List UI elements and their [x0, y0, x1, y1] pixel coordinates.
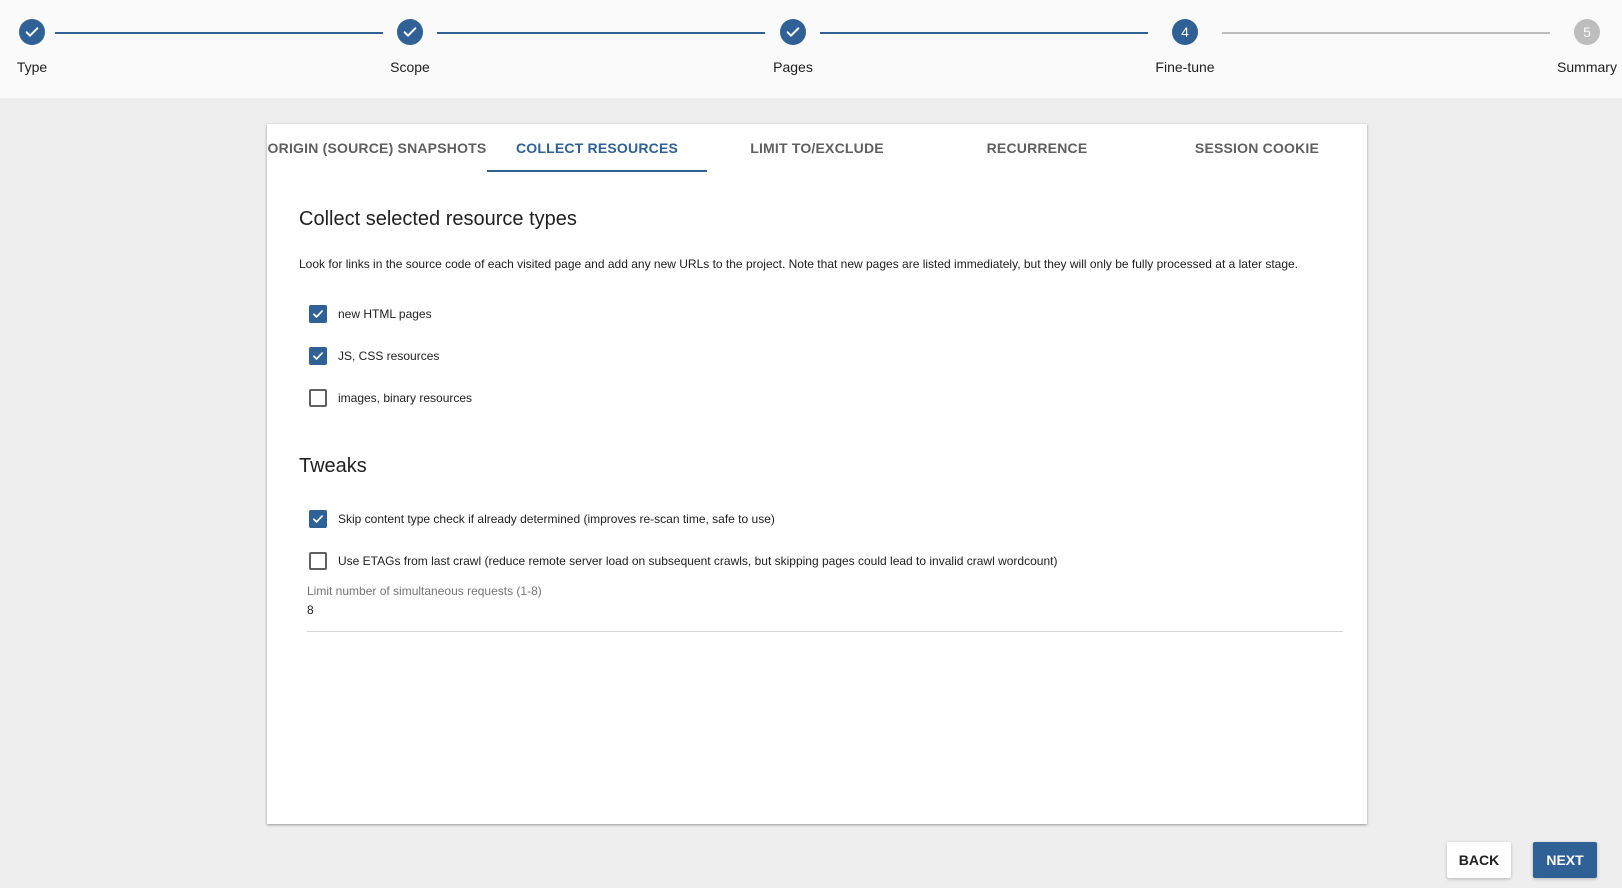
tab-recurrence[interactable]: RECURRENCE: [986, 140, 1088, 156]
check-icon: [19, 19, 45, 45]
checkbox-use-etags[interactable]: [309, 551, 1057, 571]
checkbox-label: Use ETAGs from last crawl (reduce remote server load on subsequent crawls, but skipping pages could lead to invalid crawl wordcount): [338, 554, 1058, 568]
simultaneous-requests-field: [307, 584, 1343, 632]
checkbox-checked-icon: [309, 347, 327, 365]
next-button[interactable]: NEXT: [1533, 842, 1597, 878]
step-label: Type: [16, 59, 48, 75]
collect-section-title: Collect selected resource types: [299, 208, 577, 230]
step-connector: [437, 32, 765, 34]
step-summary[interactable]: [1527, 19, 1622, 75]
step-label: Fine-tune: [1155, 59, 1215, 75]
step-connector: [820, 32, 1148, 34]
checkbox-label: Skip content type check if already determined (improves re-scan time, safe to use): [338, 512, 775, 526]
checkbox-label: JS, CSS resources: [338, 349, 440, 363]
step-connector: [1222, 32, 1550, 34]
settings-card: [267, 124, 1367, 824]
checkbox-images-binary[interactable]: [309, 388, 472, 408]
tab-origin-snapshots[interactable]: ORIGIN (SOURCE) SNAPSHOTS: [267, 140, 487, 156]
step-type[interactable]: [0, 19, 92, 75]
step-fine-tune[interactable]: [1125, 19, 1245, 75]
back-button[interactable]: BACK: [1447, 842, 1511, 878]
step-label: Summary: [1557, 59, 1617, 75]
step-scope[interactable]: [350, 19, 470, 75]
collect-description: Look for links in the source code of each visited page and add any new URLs to the project. Note that new pages are listed immediately, but they will only be fully processed at a later stage.: [299, 257, 1299, 271]
step-number: 5: [1574, 19, 1600, 45]
checkbox-js-css-resources[interactable]: [309, 346, 439, 366]
step-connector: [55, 32, 383, 34]
step-number: 4: [1172, 19, 1198, 45]
active-tab-indicator: [487, 170, 707, 172]
simultaneous-requests-input[interactable]: [307, 603, 1343, 617]
step-label: Pages: [773, 59, 813, 75]
step-label: Scope: [390, 59, 430, 75]
step-pages[interactable]: [733, 19, 853, 75]
tab-collect-resources[interactable]: COLLECT RESOURCES: [515, 140, 679, 156]
checkbox-label: new HTML pages: [338, 307, 432, 321]
checkbox-unchecked-icon: [309, 552, 327, 570]
tab-session-cookie[interactable]: SESSION COOKIE: [1194, 140, 1320, 156]
checkbox-checked-icon: [309, 305, 327, 323]
check-icon: [780, 19, 806, 45]
wizard-stepper: [0, 0, 1622, 98]
tweaks-section-title: Tweaks: [299, 455, 367, 477]
checkbox-skip-content-type[interactable]: [309, 509, 775, 529]
checkbox-unchecked-icon: [309, 389, 327, 407]
tab-limit-exclude[interactable]: LIMIT TO/EXCLUDE: [750, 140, 884, 156]
checkbox-checked-icon: [309, 510, 327, 528]
check-icon: [397, 19, 423, 45]
field-label: Limit number of simultaneous requests (1-8): [307, 584, 542, 598]
checkbox-label: images, binary resources: [338, 391, 473, 405]
checkbox-new-html-pages[interactable]: [309, 304, 432, 324]
tab-bar: [267, 124, 1367, 172]
